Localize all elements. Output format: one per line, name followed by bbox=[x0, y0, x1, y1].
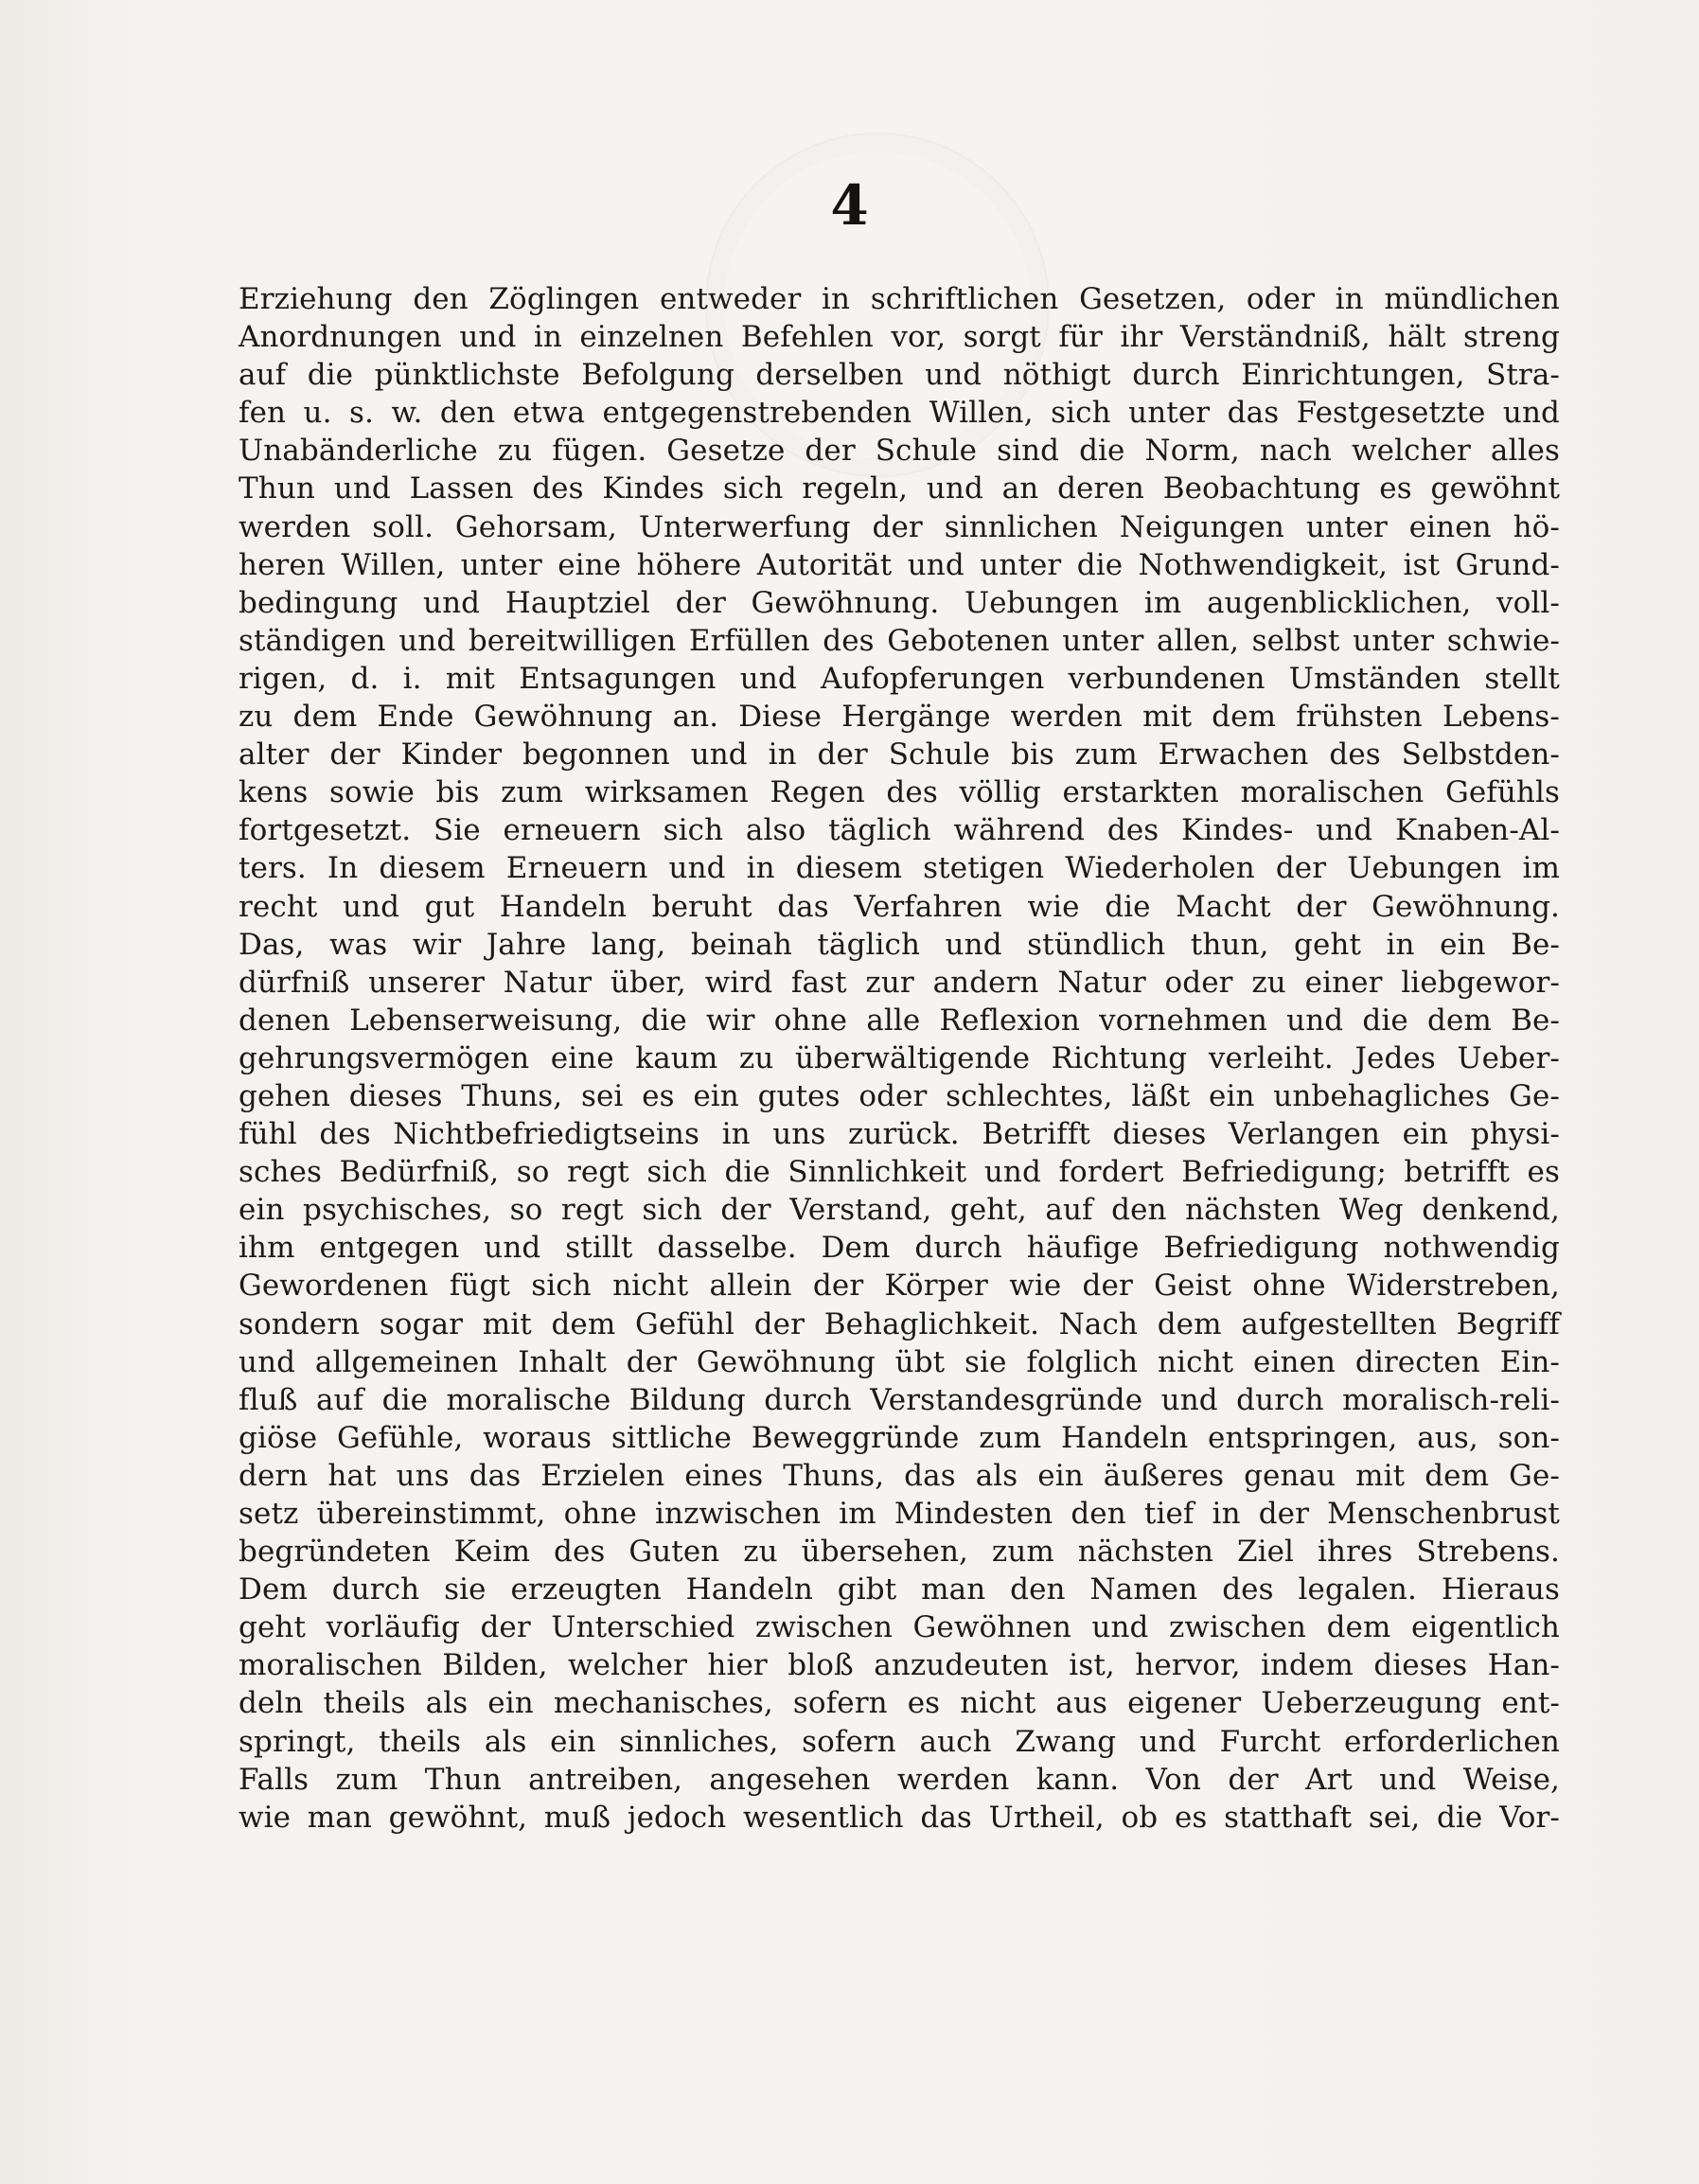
text-line: gehrungsvermögen eine kaum zu überwältigende Richtung verleiht. Jedes Ueber- bbox=[239, 1040, 1560, 1075]
text-line: ein psychisches, so regt sich der Verstand, geht, auf den nächsten Weg denkend, bbox=[239, 1193, 1560, 1228]
text-line: bedingung und Hauptziel der Gewöhnung. Uebungen im augenblicklichen, voll- bbox=[239, 585, 1560, 620]
text-line: Dem durch sie erzeugten Handeln gibt man den Namen des legalen. Hieraus bbox=[239, 1572, 1560, 1607]
text-line: Falls zum Thun antreiben, angesehen werden kann. Von der Art und Weise, bbox=[239, 1762, 1560, 1797]
text-line: setz übereinstimmt, ohne inzwischen im Mindesten den tief in der Menschenbrust bbox=[239, 1497, 1560, 1531]
text-line: sches Bedürfniß, so regt sich die Sinnlichkeit und fordert Befriedigung; betrifft es bbox=[239, 1155, 1560, 1190]
body-text bbox=[239, 280, 1560, 1837]
text-line: fortgesetzt. Sie erneuern sich also täglich während des Kindes- und Knaben-Al- bbox=[239, 813, 1560, 848]
text-line: rigen, d. i. mit Entsagungen und Aufopferungen verbundenen Umständen stellt bbox=[239, 661, 1560, 696]
page-number: 4 bbox=[830, 173, 869, 238]
text-line: recht und gut Handeln beruht das Verfahren wie die Macht der Gewöhnung. bbox=[239, 889, 1560, 924]
text-line: zu dem Ende Gewöhnung an. Diese Hergänge werden mit dem frühsten Lebens- bbox=[239, 700, 1560, 735]
text-line: giöse Gefühle, woraus sittliche Beweggründe zum Handeln entspringen, aus, son- bbox=[239, 1420, 1560, 1455]
text-line: wie man gewöhnt, muß jedoch wesentlich das Urtheil, ob es statthaft sei, die Vor- bbox=[239, 1800, 1560, 1835]
text-line: alter der Kinder begonnen und in der Schule bis zum Erwachen des Selbstden- bbox=[239, 737, 1560, 772]
text-line: geht vorläufig der Unterschied zwischen Gewöhnen und zwischen dem eigentlich bbox=[239, 1610, 1560, 1645]
text-line: heren Willen, unter eine höhere Autorität und unter die Nothwendigkeit, ist Grund- bbox=[239, 547, 1560, 582]
text-line: ständigen und bereitwilligen Erfüllen des Gebotenen unter allen, selbst unter schwie- bbox=[239, 623, 1560, 658]
text-line: dern hat uns das Erzielen eines Thuns, das als ein äußeres genau mit dem Ge- bbox=[239, 1458, 1560, 1493]
text-line: springt, theils als ein sinnliches, sofern auch Zwang und Furcht erforderlichen bbox=[239, 1724, 1560, 1759]
text-line: Unabänderliche zu fügen. Gesetze der Schule sind die Norm, nach welcher alles bbox=[239, 434, 1560, 469]
text-line: dürfniß unserer Natur über, wird fast zur andern Natur oder zu einer liebgewor- bbox=[239, 965, 1560, 1000]
text-line: begründeten Keim des Guten zu übersehen, zum nächsten Ziel ihres Strebens. bbox=[239, 1535, 1560, 1570]
text-line: werden soll. Gehorsam, Unterwerfung der sinnlichen Neigungen unter einen hö- bbox=[239, 509, 1560, 544]
text-line: Gewordenen fügt sich nicht allein der Körper wie der Geist ohne Widerstreben, bbox=[239, 1269, 1560, 1304]
text-line: und allgemeinen Inhalt der Gewöhnung übt sie folglich nicht einen directen Ein- bbox=[239, 1344, 1560, 1379]
text-line: Thun und Lassen des Kindes sich regeln, und an deren Beobachtung es gewöhnt bbox=[239, 471, 1560, 506]
text-line: kens sowie bis zum wirksamen Regen des völlig erstarkten moralischen Gefühls bbox=[239, 775, 1560, 810]
text-line: Erziehung den Zöglingen entweder in schriftlichen Gesetzen, oder in mündlichen bbox=[239, 282, 1560, 316]
text-line: gehen dieses Thuns, sei es ein gutes oder schlechtes, läßt ein unbehagliches Ge- bbox=[239, 1078, 1560, 1113]
text-line: denen Lebenserweisung, die wir ohne alle Reflexion vornehmen und die dem Be- bbox=[239, 1003, 1560, 1038]
text-line: Das, was wir Jahre lang, beinah täglich und stündlich thun, geht in ein Be- bbox=[239, 927, 1560, 962]
text-line: moralischen Bilden, welcher hier bloß anzudeuten ist, hervor, indem dieses Han- bbox=[239, 1648, 1560, 1683]
text-line: sondern sogar mit dem Gefühl der Behaglichkeit. Nach dem aufgestellten Begriff bbox=[239, 1306, 1560, 1341]
text-line: auf die pünktlichste Befolgung derselben und nöthigt durch Einrichtungen, Stra- bbox=[239, 358, 1560, 393]
text-line: deln theils als ein mechanisches, sofern es nicht aus eigener Ueberzeugung ent- bbox=[239, 1686, 1560, 1721]
text-line: fluß auf die moralische Bildung durch Verstandesgründe und durch moralisch-reli- bbox=[239, 1382, 1560, 1417]
text-line: fen u. s. w. den etwa entgegenstrebenden Willen, sich unter das Festgesetzte und bbox=[239, 396, 1560, 431]
text-line: Anordnungen und in einzelnen Befehlen vor, sorgt für ihr Verständniß, hält streng bbox=[239, 320, 1560, 355]
text-line: ters. In diesem Erneuern und in diesem stetigen Wiederholen der Uebungen im bbox=[239, 851, 1560, 886]
text-line: fühl des Nichtbefriedigtseins in uns zurück. Betrifft dieses Verlangen ein physi- bbox=[239, 1117, 1560, 1152]
text-line: ihm entgegen und stillt dasselbe. Dem durch häufige Befriedigung nothwendig bbox=[239, 1231, 1560, 1266]
